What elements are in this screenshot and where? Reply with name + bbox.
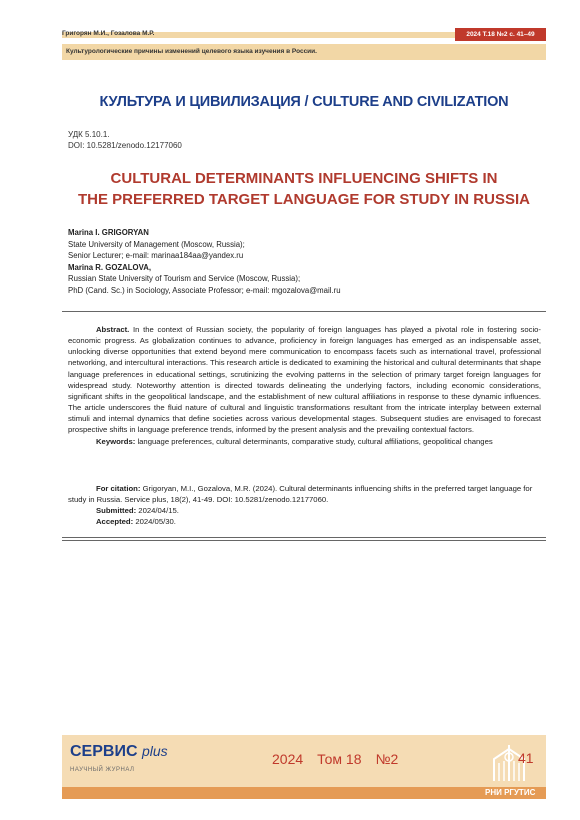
title-line-2: THE PREFERRED TARGET LANGUAGE FOR STUDY IN RUSSIA <box>78 191 530 208</box>
accepted-label: Accepted: <box>96 517 134 527</box>
udk-code: УДК 5.10.1. <box>68 130 110 139</box>
authors-block <box>68 227 538 296</box>
author-affiliation: State University of Management (Moscow, Russia); <box>68 239 245 249</box>
running-title: Культурологические причины изменений целевого языка изучения в России. <box>62 44 546 60</box>
author-position: Senior Lecturer; e-mail: marinaa184aa@yandex.ru <box>68 251 244 260</box>
journal-logo <box>70 743 168 761</box>
citation-label: For citation: <box>96 484 141 493</box>
abstract-block <box>68 324 541 447</box>
divider-bottom-1 <box>62 537 546 538</box>
logo-subtitle: НАУЧНЫЙ ЖУРНАЛ <box>70 767 135 773</box>
author-affiliation: Russian State University of Tourism and Service (Moscow, Russia); <box>68 274 301 283</box>
logo-main: СЕРВИС <box>70 743 138 760</box>
accepted-date: 2024/05/30. <box>135 517 176 527</box>
keywords-text: language preferences, cultural determinants, comparative study, cultural affiliations, geopolitical changes <box>137 436 493 446</box>
doi: DOI: 10.5281/zenodo.12177060 <box>68 141 182 150</box>
abstract-text: In the context of Russian society, the popularity of foreign languages has played a pivotal role in fostering socio-economic progress. As globalization continues to advance, proficiency in foreign languages has emerged as an indispensable asset, unlocking diverse opportunities that extend beyond mere communication to encompass facets such as international travel, professional networking, and intercultural interactions. This research article is dedicated to examining the historical and cultural determinants that shape language preferences in educational settings, scrutinizing the evolving patterns in the selection of primary target foreign languages for widespread study. Noteworthy attention is directed towards delineating the underlying factors, including economic considerations, significant shifts in the geopolitical landscape, and the establishment of new cultural affiliations in response to these dynamic influences. The article underscores the fluid nature of cultural and linguistic transformations resultant from the intricate interplay between external stimuli and internal dynamics that define societies across various developmental stages. Subsequent studies are envisaged to forecast prospective shifts in language preference trends, informed by the present analysis and the prevailing contextual factors. <box>68 325 541 435</box>
footer-number: №2 <box>375 751 399 767</box>
author-name: Marina R. GOZALOVA, <box>68 262 152 272</box>
publisher-label: РНИ РГУТИС <box>485 788 536 797</box>
abstract-label: Abstract. <box>96 325 130 334</box>
citation-text: Grigoryan, M.I., Gozalova, M.R. (2024). Cultural determinants influencing shifts in the preferred target language for study in Russia. Service plus, 18(2), 41-49. DOI: 10.5281/zenodo.12177060. <box>68 484 533 505</box>
article-title <box>62 168 546 210</box>
header-authors: Григорян М.И., Гозалова М.Р. <box>62 30 155 37</box>
header-issue-pages: 2024 Т.18 №2 с. 41–49 <box>455 28 546 41</box>
footer-volume: Том 18 <box>317 751 362 767</box>
footer-bar <box>62 787 546 799</box>
divider-bottom-2 <box>62 540 546 541</box>
keywords-label: Keywords: <box>96 436 136 446</box>
submitted-date: 2024/04/15. <box>138 506 179 516</box>
author-position: PhD (Cand. Sc.) in Sociology, Associate Professor; e-mail: mgozalova@mail.ru <box>68 285 341 295</box>
footer-year: 2024 <box>272 751 304 767</box>
page-number: 41 <box>518 750 534 766</box>
citation-block <box>68 483 541 527</box>
section-heading: КУЛЬТУРА И ЦИВИЛИЗАЦИЯ / CULTURE AND CIVILIZATION <box>99 94 509 110</box>
logo-plus: plus <box>141 743 168 759</box>
divider-top <box>62 311 546 312</box>
title-line-1: CULTURAL DETERMINANTS INFLUENCING SHIFTS IN <box>110 170 498 187</box>
submitted-label: Submitted: <box>96 506 137 516</box>
footer-issue <box>272 751 412 767</box>
author-name: Marina I. GRIGORYAN <box>68 228 149 237</box>
